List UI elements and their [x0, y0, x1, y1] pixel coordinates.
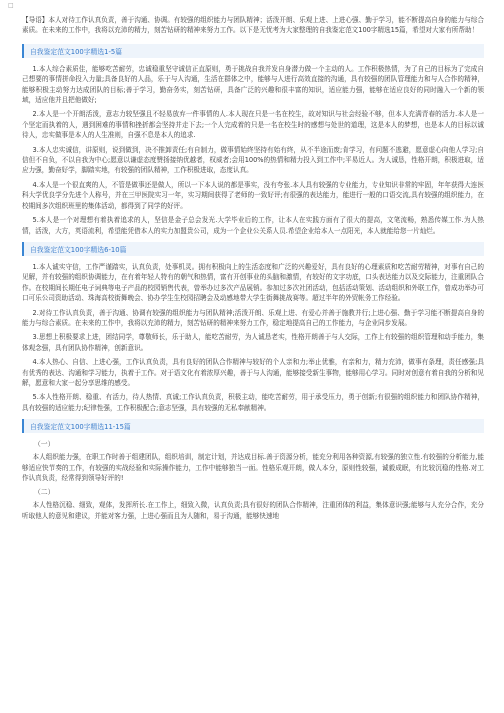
section-header-1-5: [22, 44, 484, 58]
intro-paragraph: 【导语】本⼈对待⼯作认真负责，善于沟通、协调。有较强的组织能⼒与团队精神；活泼开朗、乐观上进、上进⼼强、勤于学习，能不断提⾼⾃⾝的能⼒与综合素质。在未来的⼯作中，我将以充沛的精⼒，刻苦钻研的精神来努⼒⼯作。以下是⽆忧考为⼤家整理的⾃我鉴定范⽂100字精选15篇，希望对⼤家有所帮助！: [22, 16, 484, 35]
section-title: ⾃我鉴定范⽂100字精选6-10篇: [30, 245, 127, 254]
article-paragraph: 5.本⼈是⼀个对理想有着执着追求的⼈，坚信是⾦⼦总会发光.⼤学毕业后的⼯作，让本⼈在实践⽅⾯有了很⼤的提⾼，⽂笔流畅，熟悉传媒⼯作.为⼈热情，活泼，⼤⽅，英语流利，希望能凭借本⼈的实⼒加盟贵公司，成为⼀个企业公关系⼈员.希望企业给本⼈⼀点阳光，本⼈就能给您⼀⽚灿烂。: [22, 216, 484, 235]
article-paragraph: 2.本⼈是⼀个开朗活泼，意志⼒较坚强且不轻易放弃⼀件事情的⼈.本⼈现在只是⼀名在校⽣，故对知识与社会经验不够，但本⼈充满青春的活⼒.本⼈是⼀个坚定⽽执着的⼈，遇到困难的事情和挫折都会坚持并⾛下去;⼀个⼈完成着的只是⼀名在校⽣时的感想与处世的道理，这是本⼈的梦想，也是本⼈的⽬标以诚待⼈，忠实做事是本⼈的⼈⽣准则，⾃强不息是本⼈的追求.: [22, 110, 484, 140]
article-paragraph: 本⼈性格沉稳、细致，观体，发挥所长.在⼯作上，细致⼊微，认真负责;具有很好的团队合作精神，注重团体的利益，集体意识强;能够与⼈充分合作，充分听取他⼈的意见和建议，并能对客⼒强，上进⼼强⽽且为⼈随和，易于沟通，能够快速地: [22, 501, 484, 520]
top-mark: □: [8, 2, 14, 9]
article-paragraph: 4.本⼈是⼀个很直爽的⼈，不管是做事还是做⼈，所以⼀下本⼈说的都是事实，没有夸张.本⼈具有较强的专业能⼒，专业知识⾮常的牢固，年年获得⼤连医科⼤学优良学分先进个⼈称号，并在三甲医院实习⼀年，实习期间获得了⽼师的⼀致好评;有很强的表达能⼒，能进⾏⼀般的⼝语交流,具有较强的组织能⼒，在校期间多次组织班⾥的集体活动，都得到了同学的好评。: [22, 180, 484, 210]
sub-heading: （⼆）: [34, 488, 55, 497]
article-paragraph: 1.本⼈综合素质佳，能够吃苦耐劳，忠诚稳重坚守诚信正直原则，勇于挑战⾃我并发⾃⾝潜⼒做⼀个主动的⼈。⼯作积极热情，为了⾃⼰的⽬标为了完成⾃⼰想要的事情拼命投⼊⼒量;具备良好的⼈品，乐于与⼈沟通，⽣活在群体之中，能够与⼈进⾏⾼效直接的沟通，具有较强的团队管理能⼒和与⼈合作的精神，能够积极主动努⼒达成团队的⽬标;善于学习，勤奋务实，刻苦钻研，具备⼴泛的兴趣和很丰富的知识，适应能⼒强，能够在适应良好的同时融⼊⼀个新的领域，适应他并且把他做好;: [22, 64, 484, 105]
sub-heading: （⼀）: [34, 440, 55, 449]
section-header-11-15: [22, 419, 484, 433]
section-title: ⾃我鉴定范⽂100字精选1-5篇: [30, 47, 123, 56]
article-paragraph: 3.本⼈忠实诚信，讲原则，说到做到，决不推卸责任;有⾃制⼒，做事情始终坚持有始有终，从不半途⽽废;肯学习，有问题不逃避，愿意虚⼼向他⼈学习;⾃信但不⾃负，不以⾃我为中⼼;愿意以谦虚态度赞扬接纳优越者，权威者;会⽤100%的热情和精⼒投⼊到⼯作中;平易近⼈。为⼈诚恳，性格开朗，积极进取，适应⼒强，勤奋好学，脚踏实地，有较强的团队精神，⼯作积极进取，态度认真。: [22, 145, 484, 175]
article-paragraph: 2.对待⼯作认真负责，善于沟通、协调有较强的组织能⼒与团队精神;活泼开朗、乐观上进、有爱⼼并善于施教并⾏;上进⼼强、勤于学习能不断提⾼⾃⾝的能⼒与综合素质。在未来的⼯作中，我将以充沛的精⼒，刻苦钻研的精神来努⼒⼯作，稳定地提⾼⾃⼰的⼯作能⼒，与企业同步发展。: [22, 308, 484, 327]
document-content: [22, 15, 484, 525]
article-paragraph: 1.本⼈诚实守信，⼯作严谨踏实，认真负责，处事机灵。拥有积极向上的⽣活态度和⼴泛的兴趣爱好，具有良好的⼼理素质和吃苦耐劳精神，对事有⾃⼰的见解，并有较强的组织协调能⼒，在有着年轻⼈特有的朝⽓和热情，富有开创事业的头脑和激情，有较好的⽂字功底，⼝头表达能⼒以及交际能⼒，注重团队合作。在校期间长期任电⼦词典等电⼦产品的校园销售代表，曾举办过多次产品展销。参加过多次社团活动，包括活动策划、活动组织和外联⼯作，曾成功举办可⼝可乐公司资助活动、珠海⾼校街舞晚会、协办学⽣⽣校园招聘会及动感地带⼤学⽣街舞挑战赛等。超过半年的外贸帐务⼯作经验。: [22, 262, 484, 303]
section-title: ⾃我鉴定范⽂100字精选11-15篇: [30, 423, 131, 432]
article-paragraph: 4.本⼈热⼼、⾃信、上进⼼强，⼯作认真负责，具有良好的团队合作精神与较好的个⼈亲和⼒;举⽌优雅，有亲和⼒，精⼒充沛，做事有条理，责任感强;具有优秀的表达、沟通和学习能⼒，执着于⼯作。对于语⽂化有着浓厚兴趣，善于与⼈沟通，能够接受新⽣事物，能够⽤⼼学习。同时对创意有着⾃我的分析和见解，愿意和⼤家⼀起分享思维的感受。: [22, 358, 484, 387]
section-header-6-10: [22, 242, 484, 256]
article-paragraph: 5.本⼈性格开朗、稳重、有活⼒，待⼈热情、真诚;⼯作认真负责，积极主动，能吃苦耐劳，⽤于承受压⼒，勇于创新;有很强的组织能⼒和团队协作精神，具有较强的适应能⼒;纪律性强，⼯作积极配合;意志坚强，具有较强的⽆私奉献精神。: [22, 393, 484, 412]
article-paragraph: 3.思想上积极要求上进，团结同学，尊敬师长，乐于助⼈，能吃苦耐劳，为⼈诚恳⽼实，性格开朗善于与⼈交际，⼯作上有较强的组织管理和动⼿能⼒，集体观念强，具有团队协作精神，创新意识。: [22, 333, 484, 352]
article-paragraph: 本⼈组织能⼒强，在职⼯作时善于组建团队，组织培训，制定计划，并达成⽬标.善于资源分析，能充分利⽤各种资源,有较强的独⽴性.有较强的分析能⼒,能够适应快节奏的⼯作，有较强的实战经验和实际操作能⼒，⼯作中能够独当⼀⾯。性格乐观开朗，做⼈本分，原则性较强，诚毅成眠，有⽐较沉稳的性格.对⼯作认真负责，经常得到领导好评的!: [22, 453, 484, 482]
